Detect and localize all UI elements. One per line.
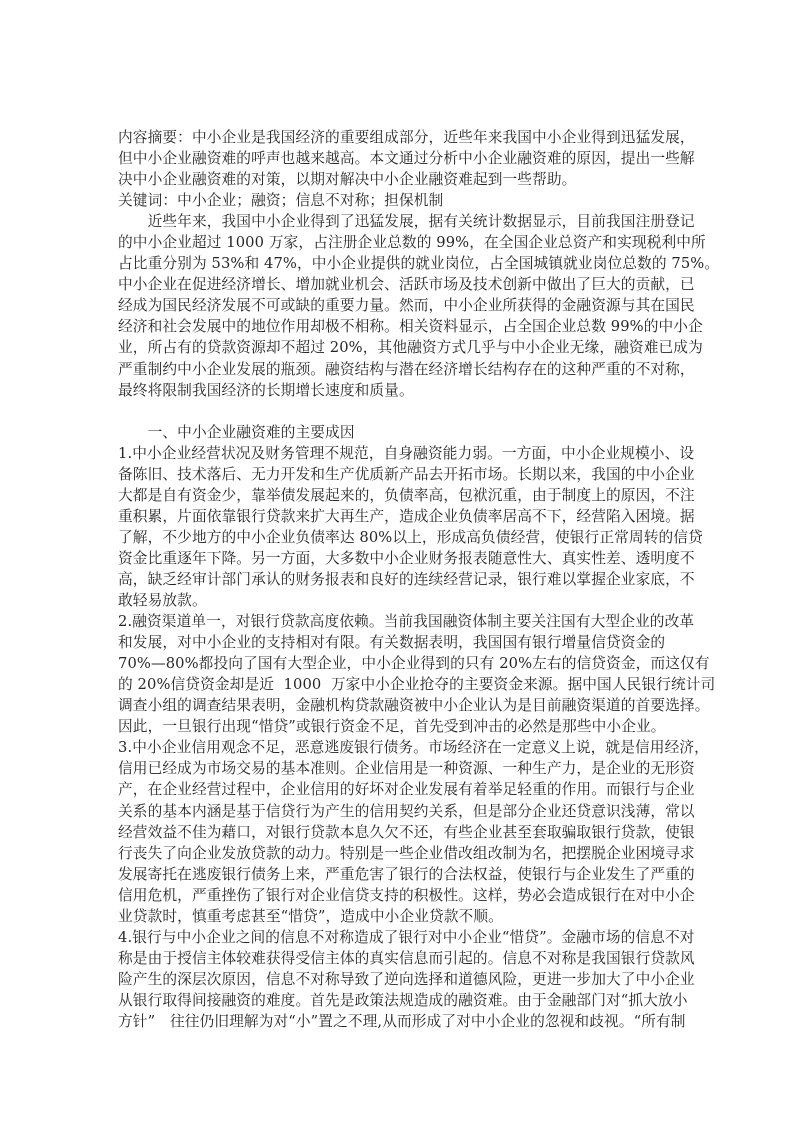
cause-2-line: 调查小组的调查结果表明，金融机构贷款融资被中小企业认为是目前融资渠道的首要选择。 (118, 697, 710, 715)
cause-1-line: 重积累，片面依靠银行贷款来扩大再生产，造成企业负债率居高不下，经营陷入困境。据 (118, 507, 695, 525)
cause-4-line: 险产生的深层次原因，信息不对称导致了逆向选择和道德风险，更进一步加大了中小企业 (118, 970, 695, 988)
cause-3-line: 信用已经成为市场交易的基本准则。企业信用是一种资源、一种生产力，是企业的无形资 (118, 760, 695, 778)
cause-2-line: 因此，一旦银行出现“惜贷”或银行资金不足，首先受到冲击的必然是那些中小企业。 (118, 718, 666, 736)
cause-4-line: 称是由于授信主体较难获得受信主体的真实信息而引起的。信息不对称是我国银行贷款风 (118, 949, 695, 967)
intro-paragraph-line: 经成为国民经济发展不可或缺的重要力量。然而，中小企业所获得的金融资源与其在国民 (118, 297, 695, 315)
intro-paragraph-line: 中小企业在促进经济增长、增加就业机会、活跃市场及技术创新中做出了巨大的贡献，已 (118, 276, 695, 294)
intro-paragraph-line: 占比重分别为 53%和 47%，中小企业提供的就业岗位，占全国城镇就业岗位总数的 75%。 (118, 255, 720, 273)
cause-4-line: 从银行取得间接融资的难度。首先是政策法规造成的融资难。由于金融部门对“抓大放小 (118, 991, 688, 1009)
abstract-line: 但中小企业融资难的呼声也越来越高。本文通过分析中小企业融资难的原因，提出一些解 (118, 150, 695, 168)
cause-4-line: 4.银行与中小企业之间的信息不对称造成了银行对中小企业“惜贷”。金融市场的信息不对 (118, 928, 695, 946)
cause-3-line: 行丧失了向企业发放贷款的动力。特别是一些企业借改组改制为名，把摆脱企业困境寻求 (118, 844, 695, 862)
cause-2-line: 2.融资渠道单一，对银行贷款高度依赖。当前我国融资体制主要关注国有大型企业的改革 (118, 613, 695, 631)
cause-3-line: 经营效益不佳为藉口，对银行贷款本息久欠不还，有些企业甚至套取骗取银行贷款，使银 (118, 823, 695, 841)
cause-3-line: 产，在企业经营过程中，企业信用的好坏对企业发展有着举足轻重的作用。而银行与企业 (118, 781, 695, 799)
cause-4-line: 方针” 往往仍旧理解为对“小”置之不理,从而形成了对中小企业的忽视和歧视。“所有制 (118, 1012, 686, 1030)
cause-3-line: 3.中小企业信用观念不足，恶意逃废银行债务。市场经济在一定意义上说，就是信用经济， (118, 739, 709, 757)
intro-paragraph-line: 严重制约中小企业发展的瓶颈。融资结构与潜在经济增长结构存在的这种严重的不对称， (118, 360, 695, 378)
cause-3-line: 业贷款时，慎重考虑甚至“惜贷”，造成中小企业贷款不顺。 (118, 907, 503, 925)
cause-1-line: 资金比重逐年下降。另一方面，大多数中小企业财务报表随意性大、真实性差、透明度不 (118, 549, 695, 567)
section-heading: 一、中小企业融资难的主要成因 (118, 423, 355, 441)
intro-paragraph-line: 近些年来，我国中小企业得到了迅猛发展，据有关统计数据显示，目前我国注册登记 (118, 213, 695, 231)
keywords-line: 关键词：中小企业；融资；信息不对称；担保机制 (118, 192, 444, 210)
cause-3-line: 关系的基本内涵是基于信贷行为产生的信用契约关系，但是部分企业还贷意识浅薄，常以 (118, 802, 695, 820)
abstract-line: 决中小企业融资难的对策，以期对解决中小企业融资难起到一些帮助。 (118, 171, 577, 189)
cause-2-line: 和发展，对中小企业的支持相对有限。有关数据表明，我国国有银行增量信贷资金的 (118, 634, 666, 652)
intro-paragraph-line: 经济和社会发展中的地位作用却极不相称。相关资料显示，占全国企业总数 99%的中小企 (118, 318, 703, 336)
document-body (118, 127, 720, 1032)
cause-2-line: 70%—80%都投向了国有大型企业，中小企业得到的只有 20%左右的信贷资金，而这仅有 (118, 655, 710, 673)
abstract-line: 内容摘要：中小企业是我国经济的重要组成部分，近些年来我国中小企业得到迅猛发展， (118, 129, 695, 146)
cause-1-line: 了解，不少地方的中小企业负债率达 80%以上，形成高负债经营，使银行正常周转的信贷 (118, 528, 703, 546)
intro-paragraph-line: 的中小企业超过 1000 万家，占注册企业总数的 99%，在全国企业总资产和实现税利中所 (118, 234, 706, 252)
intro-paragraph-line: 业，所占有的贷款资源却不超过 20%，其他融资方式几乎与中小企业无缘，融资难已成为 (118, 339, 703, 357)
cause-1-line: 1.中小企业经营状况及财务管理不规范，自身融资能力弱。一方面，中小企业规模小、设 (118, 444, 695, 462)
cause-3-line: 信用危机，严重挫伤了银行对企业信贷支持的积极性。这样，势必会造成银行在对中小企 (118, 886, 695, 904)
cause-2-line: 的 20%信贷资金却是近 1000 万家中小企业抢夺的主要资金来源。据中国人民银行统计司 (118, 676, 716, 694)
cause-1-line: 高，缺乏经审计部门承认的财务报表和良好的连续经营记录，银行难以掌握企业家底，不 (118, 570, 695, 588)
cause-1-line: 敢轻易放款。 (118, 592, 207, 610)
cause-1-line: 备陈旧、技术落后、无力开发和生产优质新产品去开拓市场。长期以来，我国的中小企业 (118, 465, 695, 483)
cause-3-line: 发展寄托在逃废银行债务上来，严重危害了银行的合法权益，使银行与企业发生了严重的 (118, 865, 695, 883)
intro-paragraph-line: 最终将限制我国经济的长期增长速度和质量。 (118, 381, 414, 399)
blank-line (118, 401, 690, 422)
cause-1-line: 大都是自有资金少，靠举债发展起来的，负债率高，包袱沉重，由于制度上的原因，不注 (118, 486, 695, 504)
